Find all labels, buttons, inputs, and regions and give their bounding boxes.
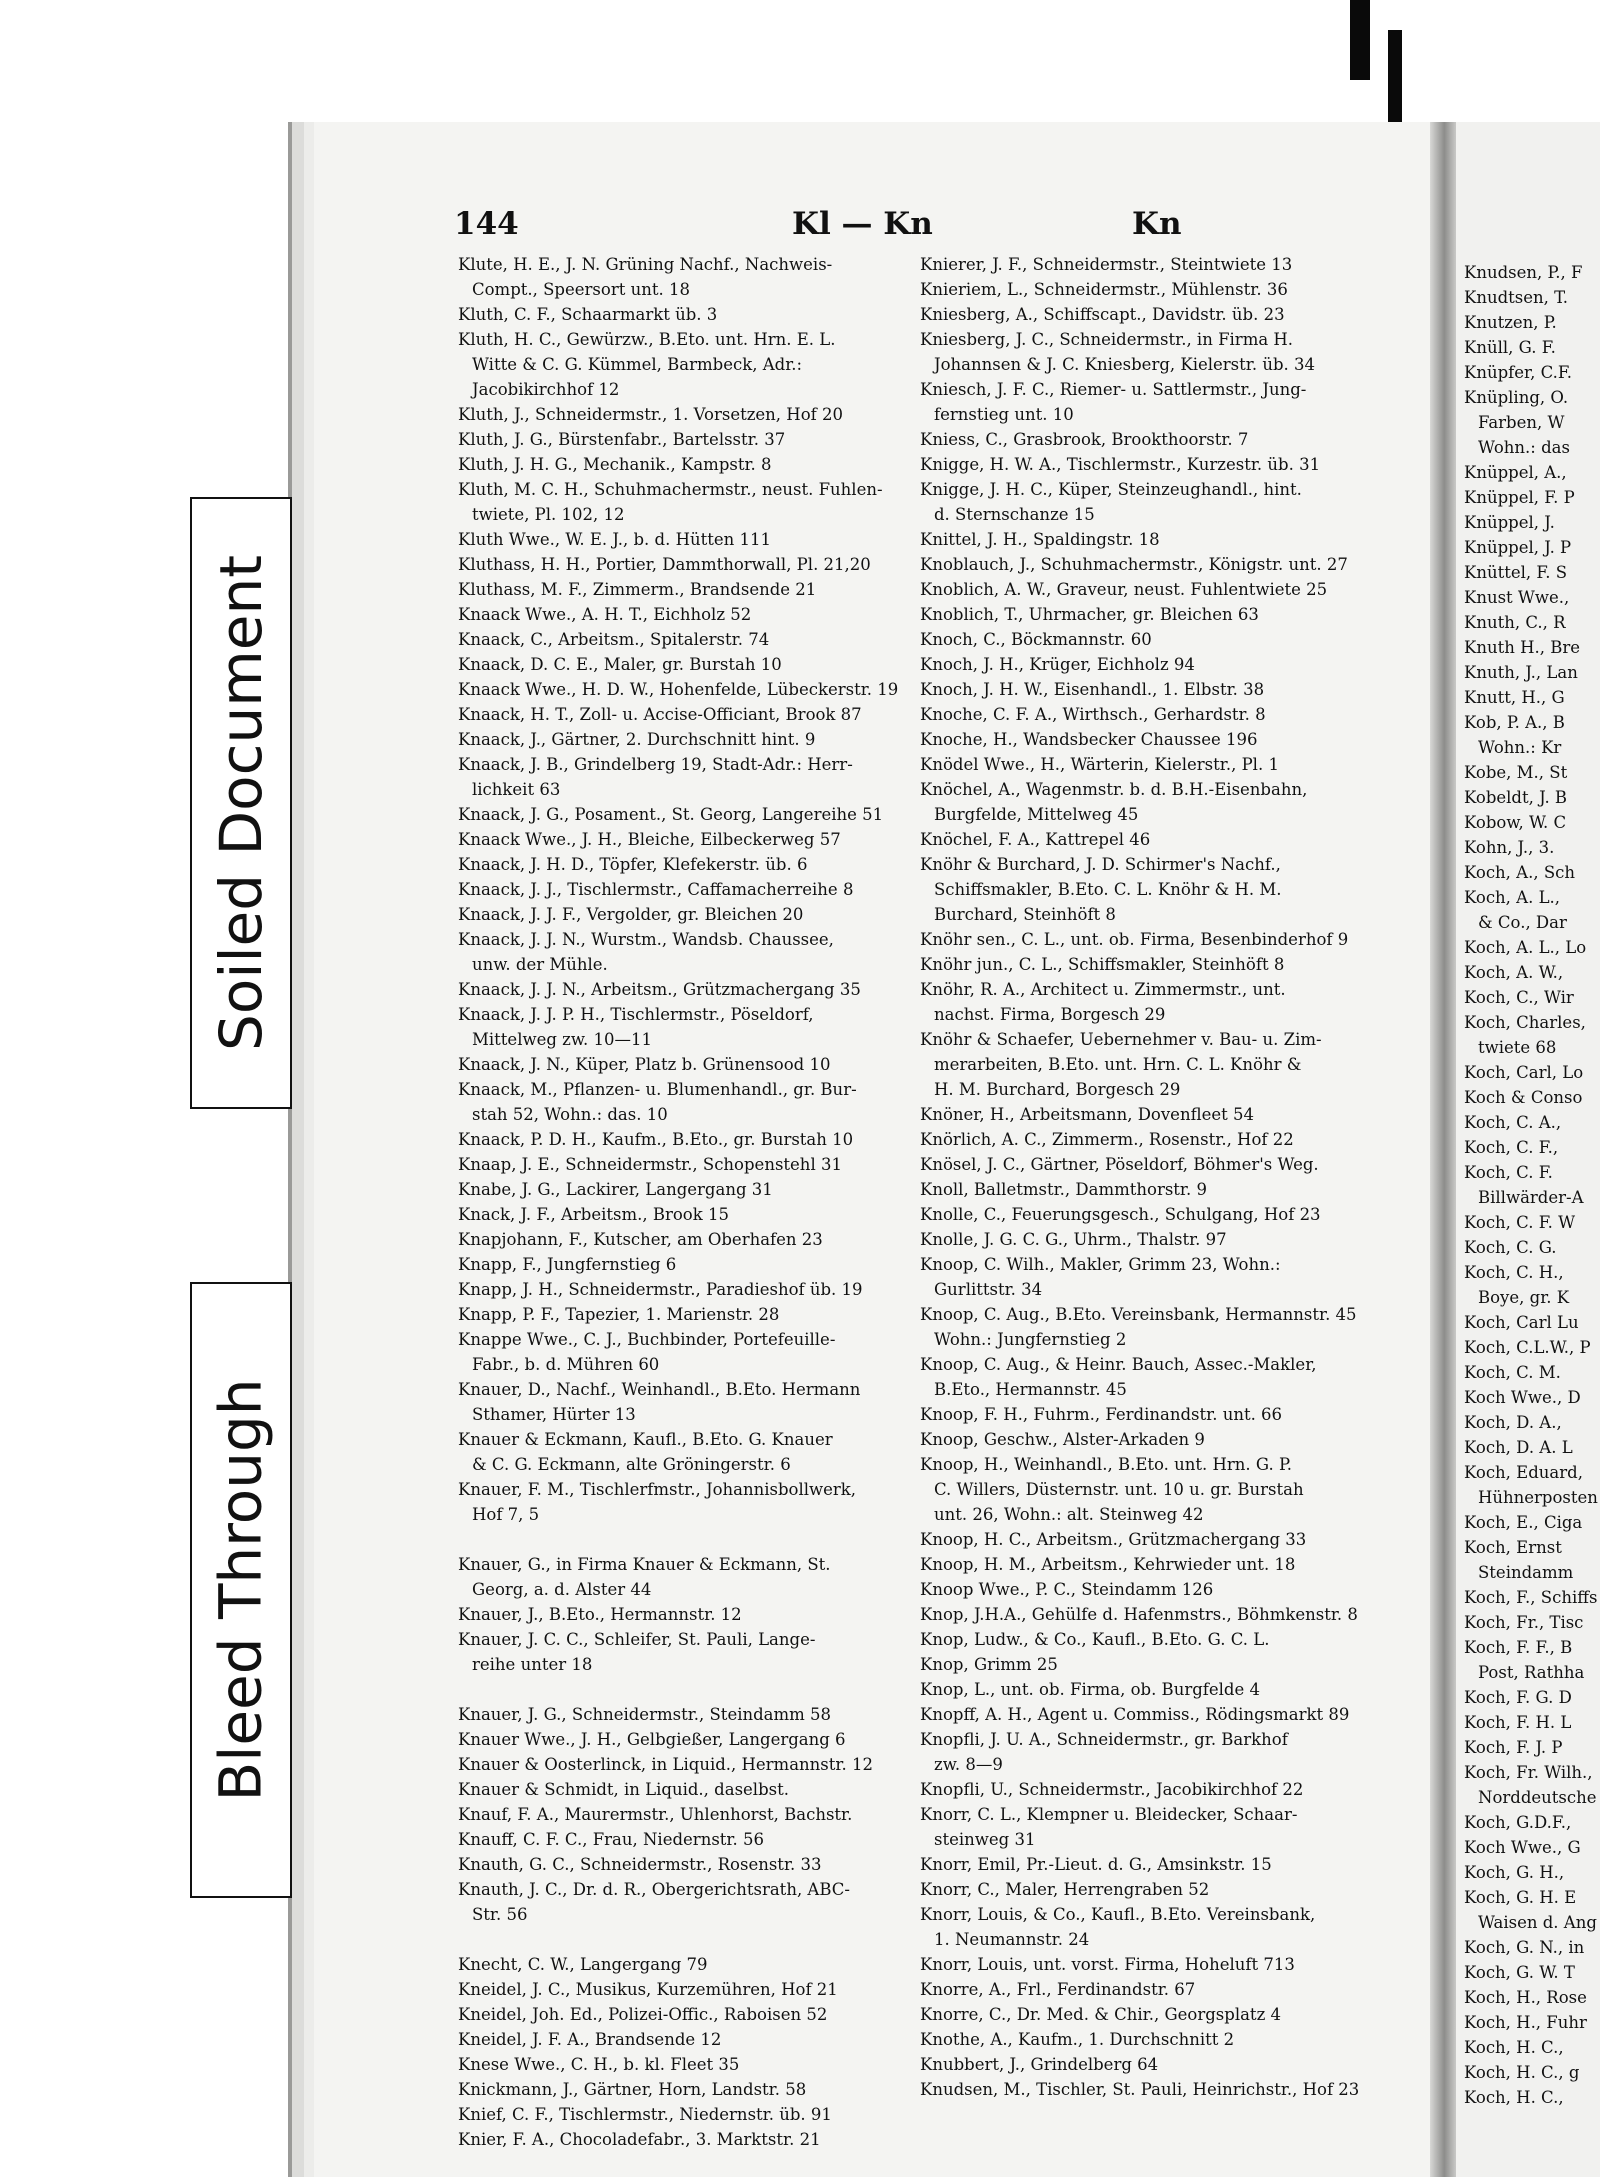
directory-line: Knauer & Oosterlinck, in Liquid., Hermannstr. 12 <box>458 1755 873 1774</box>
directory-line: unw. der Mühle. <box>472 955 608 974</box>
directory-line: Knaack Wwe., A. H. T., Eichholz 52 <box>458 605 752 624</box>
right-page <box>1456 122 1600 2177</box>
directory-line: Knauer & Eckmann, Kaufl., B.Eto. G. Knauer <box>458 1430 833 1449</box>
directory-line: Knudsen, M., Tischler, St. Pauli, Heinrichstr., Hof 23 <box>920 2080 1360 2099</box>
directory-line: twiete, Pl. 102, 12 <box>472 505 625 524</box>
directory-line: Knaack Wwe., J. H., Bleiche, Eilbeckerweg 57 <box>458 830 841 849</box>
directory-line: Koch, F., Schiffs <box>1464 1588 1598 1607</box>
directory-line: Knoop, H. C., Arbeitsm., Grützmachergang 33 <box>920 1530 1307 1549</box>
directory-line: Koch, D. A. L <box>1464 1438 1573 1457</box>
directory-line: stah 52, Wohn.: das. 10 <box>472 1105 668 1124</box>
directory-line: Knödel Wwe., H., Wärterin, Kielerstr., Pl. 1 <box>920 755 1279 774</box>
directory-line: Koch, Fr. Wilh., <box>1464 1763 1593 1782</box>
directory-line: Knubbert, J., Grindelberg 64 <box>920 2055 1159 2074</box>
directory-line: Koch, H. C., <box>1464 2088 1564 2107</box>
directory-line: Knaack, J. H. D., Töpfer, Klefekerstr. üb. 6 <box>458 855 808 874</box>
directory-line: Kobow, W. C <box>1464 813 1567 832</box>
directory-line: Koch, Carl, Lo <box>1464 1063 1584 1082</box>
directory-line: Knieriem, L., Schneidermstr., Mühlenstr. 36 <box>920 280 1288 299</box>
directory-line: reihe unter 18 <box>472 1655 593 1674</box>
directory-line: Knudsen, P., F <box>1464 263 1583 282</box>
directory-line: Knopfli, U., Schneidermstr., Jacobikirchhof 22 <box>920 1780 1304 1799</box>
directory-line: Farben, W <box>1478 413 1565 432</box>
directory-line: Kobeldt, J. B <box>1464 788 1568 807</box>
directory-line: Knoblauch, J., Schuhmachermstr., Königstr. unt. 27 <box>920 555 1348 574</box>
directory-line: Knief, C. F., Tischlermstr., Niedernstr. üb. 91 <box>458 2105 832 2124</box>
directory-line: Knaack, H. T., Zoll- u. Accise-Officiant, Brook 87 <box>458 705 862 724</box>
directory-line: merarbeiten, B.Eto. unt. Hrn. C. L. Knöhr & <box>934 1055 1302 1074</box>
directory-line: Knöhr & Burchard, J. D. Schirmer's Nachf., <box>920 855 1281 874</box>
directory-line: Knüppel, J. P <box>1464 538 1572 557</box>
directory-line: Kneidel, J. C., Musikus, Kurzemühren, Hof 21 <box>458 1980 838 1999</box>
directory-line: Knöhr & Schaefer, Uebernehmer v. Bau- u. Zim- <box>920 1030 1322 1049</box>
directory-line: Koch, A. L., <box>1464 888 1561 907</box>
directory-line: Kluth, J. H. G., Mechanik., Kampstr. 8 <box>458 455 772 474</box>
directory-line: Norddeutsche <box>1478 1788 1597 1807</box>
directory-line: Knoch, J. H., Krüger, Eichholz 94 <box>920 655 1195 674</box>
directory-line: Knauer, F. M., Tischlerfmstr., Johannisbollwerk, <box>458 1480 857 1499</box>
directory-line: Koch, Charles, <box>1464 1013 1586 1032</box>
directory-line: Knauth, J. C., Dr. d. R., Obergerichtsrath, ABC- <box>458 1880 850 1899</box>
directory-line: Koch, G. H. E <box>1464 1888 1577 1907</box>
directory-line: Kluth Wwe., W. E. J., b. d. Hütten 111 <box>458 530 771 549</box>
bleed-through-label-text: Bleed Through <box>207 1378 276 1802</box>
directory-line: Koch, E., Ciga <box>1464 1513 1583 1532</box>
directory-line: Koch, C. G. <box>1464 1238 1557 1257</box>
directory-line: Waisen d. Ang <box>1478 1913 1597 1932</box>
directory-line: Knierer, J. F., Schneidermstr., Steintwiete 13 <box>920 255 1293 274</box>
directory-line: steinweg 31 <box>934 1830 1036 1849</box>
directory-line: Knaack, J. J. F., Vergolder, gr. Bleichen 20 <box>458 905 804 924</box>
directory-column-right <box>1464 260 1600 2110</box>
directory-line: Knauff, C. F. C., Frau, Niedernstr. 56 <box>458 1830 764 1849</box>
directory-line: Wohn.: Jungfernstieg 2 <box>934 1330 1127 1349</box>
directory-line: Kluth, J., Schneidermstr., 1. Vorsetzen, Hof 20 <box>458 405 843 424</box>
directory-line: Knoop, Geschw., Alster-Arkaden 9 <box>920 1430 1205 1449</box>
directory-line: Georg, a. d. Alster 44 <box>472 1580 652 1599</box>
directory-line: Gurlittstr. 34 <box>934 1280 1043 1299</box>
directory-line: zw. 8—9 <box>934 1755 1003 1774</box>
soiled-document-label-text: Soiled Document <box>207 555 276 1051</box>
scan-edge-strip <box>1388 30 1402 122</box>
directory-line: Knese Wwe., C. H., b. kl. Fleet 35 <box>458 2055 740 2074</box>
directory-line: Knörlich, A. C., Zimmerm., Rosenstr., Hof 22 <box>920 1130 1294 1149</box>
directory-line: fernstieg unt. 10 <box>934 405 1074 424</box>
directory-line <box>458 1527 910 1552</box>
directory-line: Koch, H., Fuhr <box>1464 2013 1587 2032</box>
directory-line: Kohn, J., 3. <box>1464 838 1555 857</box>
directory-line: Knust Wwe., <box>1464 588 1570 607</box>
directory-line: Knüttel, F. S <box>1464 563 1568 582</box>
directory-line: Knapp, J. H., Schneidermstr., Paradieshof üb. 19 <box>458 1280 863 1299</box>
directory-line: d. Sternschanze 15 <box>934 505 1095 524</box>
directory-line: Koch, G. H., <box>1464 1863 1565 1882</box>
directory-line: Knudtsen, T. <box>1464 288 1568 307</box>
directory-line: Kluthass, M. F., Zimmerm., Brandsende 21 <box>458 580 817 599</box>
directory-line: lichkeit 63 <box>472 780 561 799</box>
directory-line: Knaap, J. E., Schneidermstr., Schopenstehl 31 <box>458 1155 842 1174</box>
directory-line: Kniesberg, A., Schiffscapt., Davidstr. üb. 23 <box>920 305 1285 324</box>
page-range: Kl — Kn <box>792 206 933 242</box>
directory-line: Koch & Conso <box>1464 1088 1583 1107</box>
directory-line: Knaack, D. C. E., Maler, gr. Burstah 10 <box>458 655 782 674</box>
directory-line: Knoop, C. Aug., & Heinr. Bauch, Assec.-Makler, <box>920 1355 1317 1374</box>
directory-line: Knorr, Louis, unt. vorst. Firma, Hoheluft 713 <box>920 1955 1295 1974</box>
directory-line: Koch, G. W. T <box>1464 1963 1575 1982</box>
directory-line: Knöhr, R. A., Architect u. Zimmermstr., unt. <box>920 980 1286 999</box>
directory-line: Knoop, H. M., Arbeitsm., Kehrwieder unt. 18 <box>920 1555 1296 1574</box>
directory-line: Knoche, C. F. A., Wirthsch., Gerhardstr. 8 <box>920 705 1266 724</box>
directory-line: Knaack, J. G., Posament., St. Georg, Langereihe 51 <box>458 805 884 824</box>
directory-line: Kluth, H. C., Gewürzw., B.Eto. unt. Hrn. E. L. <box>458 330 836 349</box>
directory-line: Wohn.: das <box>1478 438 1570 457</box>
directory-line: Koch, C. F. W <box>1464 1213 1576 1232</box>
directory-line: C. Willers, Düsternstr. unt. 10 u. gr. Burstah <box>934 1480 1304 1499</box>
directory-line: Knoche, H., Wandsbecker Chaussee 196 <box>920 730 1258 749</box>
directory-line: Knaack, J., Gärtner, 2. Durchschnitt hint. 9 <box>458 730 816 749</box>
directory-line: Knolle, C., Feuerungsgesch., Schulgang, Hof 23 <box>920 1205 1321 1224</box>
directory-line: H. M. Burchard, Borgesch 29 <box>934 1080 1181 1099</box>
directory-line: Schiffsmakler, B.Eto. C. L. Knöhr & H. M. <box>934 880 1282 899</box>
directory-line: Koch, Ernst <box>1464 1538 1562 1557</box>
directory-line: Koch, H. C., g <box>1464 2063 1580 2082</box>
directory-line: Knauf, F. A., Maurermstr., Uhlenhorst, Bachstr. <box>458 1805 853 1824</box>
bleed-through-label <box>190 1282 292 1898</box>
directory-line: Knauer, D., Nachf., Weinhandl., B.Eto. Hermann <box>458 1380 861 1399</box>
directory-line: Koch, A. W., <box>1464 963 1564 982</box>
directory-line: Koch, F. G. D <box>1464 1688 1572 1707</box>
directory-line: Billwärder-A <box>1478 1188 1584 1207</box>
book-gutter <box>1430 122 1456 2177</box>
directory-line: Knoblich, T., Uhrmacher, gr. Bleichen 63 <box>920 605 1259 624</box>
directory-line: Kluth, M. C. H., Schuhmachermstr., neust. Fuhlen- <box>458 480 883 499</box>
directory-line: Knaack, J. N., Küper, Platz b. Grünensood 10 <box>458 1055 831 1074</box>
directory-line: Knöhr jun., C. L., Schiffsmakler, Steinhöft 8 <box>920 955 1285 974</box>
directory-line: twiete 68 <box>1478 1038 1557 1057</box>
directory-line: Fabr., b. d. Mühren 60 <box>472 1355 660 1374</box>
directory-line: Knop, L., unt. ob. Firma, ob. Burgfelde 4 <box>920 1680 1260 1699</box>
directory-line: Knoop Wwe., P. C., Steindamm 126 <box>920 1580 1214 1599</box>
directory-line: Johannsen & J. C. Kniesberg, Kielerstr. üb. 34 <box>934 355 1316 374</box>
directory-column-middle <box>920 252 1420 2102</box>
directory-line: Knoch, C., Böckmannstr. 60 <box>920 630 1152 649</box>
directory-line: Koch, C. H., <box>1464 1263 1564 1282</box>
directory-line: Koch, Carl Lu <box>1464 1313 1579 1332</box>
directory-line: Knutt, H., G <box>1464 688 1565 707</box>
page-number: 144 <box>454 206 519 242</box>
directory-line: Knutzen, P. <box>1464 313 1557 332</box>
scan-edge-strip <box>1350 0 1370 80</box>
directory-line: Knüppel, F. P <box>1464 488 1575 507</box>
directory-line: Knorr, Emil, Pr.-Lieut. d. G., Amsinkstr. 15 <box>920 1855 1272 1874</box>
directory-line: Knoop, F. H., Fuhrm., Ferdinandstr. unt. 66 <box>920 1405 1283 1424</box>
directory-line: Knop, Ludw., & Co., Kaufl., B.Eto. G. C. L. <box>920 1630 1270 1649</box>
directory-line: Knoop, H., Weinhandl., B.Eto. unt. Hrn. G. P. <box>920 1455 1292 1474</box>
directory-line: Koch, F. J. P <box>1464 1738 1563 1757</box>
directory-line: Koch, Fr., Tisc <box>1464 1613 1584 1632</box>
directory-line <box>458 1677 910 1702</box>
directory-line: & Co., Dar <box>1478 913 1567 932</box>
directory-line <box>458 1927 910 1952</box>
directory-line: Knorr, Louis, & Co., Kaufl., B.Eto. Vereinsbank, <box>920 1905 1316 1924</box>
directory-line: Knöhr sen., C. L., unt. ob. Firma, Besenbinderhof 9 <box>920 930 1349 949</box>
directory-line: Knoop, C. Wilh., Makler, Grimm 23, Wohn.: <box>920 1255 1281 1274</box>
directory-line: Knorre, A., Frl., Ferdinandstr. 67 <box>920 1980 1196 1999</box>
book-scan <box>288 122 1600 2177</box>
directory-line: Knaack, J. B., Grindelberg 19, Stadt-Adr.: Herr- <box>458 755 853 774</box>
directory-line: Kneidel, J. F. A., Brandsende 12 <box>458 2030 722 2049</box>
directory-line: Koch, D. A., <box>1464 1413 1562 1432</box>
directory-line: Knauer, J. C. C., Schleifer, St. Pauli, Lange- <box>458 1630 816 1649</box>
directory-line: Knaack, C., Arbeitsm., Spitalerstr. 74 <box>458 630 770 649</box>
directory-line: Knuth H., Bre <box>1464 638 1580 657</box>
directory-line: Knauer & Schmidt, in Liquid., daselbst. <box>458 1780 789 1799</box>
directory-line: Hof 7, 5 <box>472 1505 540 1524</box>
directory-line: Knoll, Balletmstr., Dammthorstr. 9 <box>920 1180 1207 1199</box>
directory-line: Wohn.: Kr <box>1478 738 1562 757</box>
directory-line: Knaack Wwe., H. D. W., Hohenfelde, Lübeckerstr. 19 <box>458 680 899 699</box>
directory-line: Knop, Grimm 25 <box>920 1655 1058 1674</box>
directory-line: Knigge, J. H. C., Küper, Steinzeughandl., hint. <box>920 480 1302 499</box>
directory-line: Kniesberg, J. C., Schneidermstr., in Firma H. <box>920 330 1294 349</box>
directory-line: Witte & C. G. Kümmel, Barmbeck, Adr.: <box>472 355 803 374</box>
directory-line: Hühnerposten <box>1478 1488 1598 1507</box>
directory-line: Knöchel, F. A., Kattrepel 46 <box>920 830 1151 849</box>
directory-line: Kluth, J. G., Bürstenfabr., Bartelsstr. 37 <box>458 430 786 449</box>
directory-line: Knorr, C., Maler, Herrengraben 52 <box>920 1880 1210 1899</box>
directory-line: Knüppel, J. <box>1464 513 1555 532</box>
left-page <box>288 122 1434 2177</box>
directory-line: Knauer, J. G., Schneidermstr., Steindamm 58 <box>458 1705 832 1724</box>
directory-line: Knack, J. F., Arbeitsm., Brook 15 <box>458 1205 729 1224</box>
directory-line: Knuth, C., R <box>1464 613 1566 632</box>
directory-line: Knauth, G. C., Schneidermstr., Rosenstr. 33 <box>458 1855 822 1874</box>
directory-line: Knopff, A. H., Agent u. Commiss., Rödingsmarkt 89 <box>920 1705 1350 1724</box>
directory-line: Knauer Wwe., J. H., Gelbgießer, Langergang 6 <box>458 1730 846 1749</box>
directory-line: Kniess, C., Grasbrook, Brookthoorstr. 7 <box>920 430 1249 449</box>
directory-line: Koch, C. M. <box>1464 1363 1561 1382</box>
directory-line: Jacobikirchhof 12 <box>472 380 620 399</box>
directory-line: Kniesch, J. F. C., Riemer- u. Sattlermstr., Jung- <box>920 380 1307 399</box>
directory-line: Knüll, G. F. <box>1464 338 1556 357</box>
directory-line: Burchard, Steinhöft 8 <box>934 905 1116 924</box>
directory-line: Koch, H. C., <box>1464 2038 1564 2057</box>
directory-line: Knaack, J. J. N., Wurstm., Wandsb. Chaussee, <box>458 930 834 949</box>
directory-line: Knöchel, A., Wagenmstr. b. d. B.H.-Eisenbahn, <box>920 780 1308 799</box>
directory-line: Kobe, M., St <box>1464 763 1568 782</box>
directory-line: Knier, F. A., Chocoladefabr., 3. Marktstr. 21 <box>458 2130 821 2149</box>
directory-line: Knapp, F., Jungfernstieg 6 <box>458 1255 677 1274</box>
directory-line: Knoop, C. Aug., B.Eto. Vereinsbank, Hermannstr. 45 <box>920 1305 1357 1324</box>
directory-line: Koch, F. H. L <box>1464 1713 1572 1732</box>
directory-line: Knecht, C. W., Langergang 79 <box>458 1955 708 1974</box>
directory-line: Steindamm <box>1478 1563 1574 1582</box>
directory-line: Burgfelde, Mittelweg 45 <box>934 805 1139 824</box>
directory-line: Koch, G.D.F., <box>1464 1813 1572 1832</box>
directory-line: Compt., Speersort unt. 18 <box>472 280 690 299</box>
directory-line: Knittel, J. H., Spaldingstr. 18 <box>920 530 1160 549</box>
directory-line: Klute, H. E., J. N. Grüning Nachf., Nachweis- <box>458 255 833 274</box>
directory-line: Knaack, M., Pflanzen- u. Blumenhandl., gr. Bur- <box>458 1080 857 1099</box>
directory-line: Knauer, G., in Firma Knauer & Eckmann, St. <box>458 1555 831 1574</box>
directory-line: Kneidel, Joh. Ed., Polizei-Offic., Raboisen 52 <box>458 2005 828 2024</box>
directory-line: Koch, C., Wir <box>1464 988 1574 1007</box>
directory-line: Knoch, J. H. W., Eisenhandl., 1. Elbstr. 38 <box>920 680 1265 699</box>
page-header <box>292 206 1434 246</box>
directory-line: Knappe Wwe., C. J., Buchbinder, Portefeuille- <box>458 1330 836 1349</box>
directory-line: B.Eto., Hermannstr. 45 <box>934 1380 1127 1399</box>
directory-line: Knickmann, J., Gärtner, Horn, Landstr. 58 <box>458 2080 807 2099</box>
directory-line: Koch, A., Sch <box>1464 863 1575 882</box>
directory-line: Knaack, J. J. N., Arbeitsm., Grützmachergang 35 <box>458 980 861 999</box>
directory-line: Knop, J.H.A., Gehülfe d. Hafenmstrs., Böhmkenstr. 8 <box>920 1605 1358 1624</box>
column-head: Kn <box>1132 206 1182 242</box>
directory-line: Knoblich, A. W., Graveur, neust. Fuhlentwiete 25 <box>920 580 1328 599</box>
directory-line: Koch, G. N., in <box>1464 1938 1585 1957</box>
directory-line: Kluthass, H. H., Portier, Dammthorwall, Pl. 21,20 <box>458 555 871 574</box>
directory-line: Knopfli, J. U. A., Schneidermstr., gr. Barkhof <box>920 1730 1288 1749</box>
directory-line: Mittelweg zw. 10—11 <box>472 1030 653 1049</box>
directory-line: & C. G. Eckmann, alte Gröningerstr. 6 <box>472 1455 791 1474</box>
directory-line: Koch, C.L.W., P <box>1464 1338 1591 1357</box>
directory-line: 1. Neumannstr. 24 <box>934 1930 1090 1949</box>
directory-line: Knaack, P. D. H., Kaufm., B.Eto., gr. Burstah 10 <box>458 1130 854 1149</box>
directory-line: Knorr, C. L., Klempner u. Bleidecker, Schaar- <box>920 1805 1298 1824</box>
directory-line: Koch Wwe., D <box>1464 1388 1581 1407</box>
directory-line: Koch Wwe., G <box>1464 1838 1581 1857</box>
directory-line: Koch, C. F., <box>1464 1138 1559 1157</box>
directory-line: Knöner, H., Arbeitsmann, Dovenfleet 54 <box>920 1105 1254 1124</box>
directory-line: Knolle, J. G. C. G., Uhrm., Thalstr. 97 <box>920 1230 1227 1249</box>
directory-line: Koch, Eduard, <box>1464 1463 1583 1482</box>
directory-line: Knauer, J., B.Eto., Hermannstr. 12 <box>458 1605 742 1624</box>
directory-line: Knorre, C., Dr. Med. & Chir., Georgsplatz 4 <box>920 2005 1282 2024</box>
directory-line: Knösel, J. C., Gärtner, Pöseldorf, Böhmer's Weg. <box>920 1155 1319 1174</box>
directory-line: unt. 26, Wohn.: alt. Steinweg 42 <box>934 1505 1204 1524</box>
directory-line: Kob, P. A., B <box>1464 713 1565 732</box>
directory-line: Knigge, H. W. A., Tischlermstr., Kurzestr. üb. 31 <box>920 455 1321 474</box>
directory-line: Koch, C. A., <box>1464 1113 1562 1132</box>
directory-line: Koch, C. F. <box>1464 1163 1553 1182</box>
directory-line: Koch, F. F., B <box>1464 1638 1573 1657</box>
directory-line: Knaack, J. J. P. H., Tischlermstr., Pöseldorf, <box>458 1005 814 1024</box>
directory-line: Knabe, J. G., Lackirer, Langergang 31 <box>458 1180 773 1199</box>
directory-line: Knaack, J. J., Tischlermstr., Caffamacherreihe 8 <box>458 880 854 899</box>
directory-line: Knüpfer, C.F. <box>1464 363 1572 382</box>
directory-line: Post, Rathha <box>1478 1663 1585 1682</box>
soiled-document-label <box>190 497 292 1109</box>
directory-line: Boye, gr. K <box>1478 1288 1570 1307</box>
directory-line: Koch, H., Rose <box>1464 1988 1587 2007</box>
directory-line: Knüppel, A., <box>1464 463 1567 482</box>
directory-line: Sthamer, Hürter 13 <box>472 1405 636 1424</box>
directory-line: Knothe, A., Kaufm., 1. Durchschnitt 2 <box>920 2030 1235 2049</box>
directory-line: Knuth, J., Lan <box>1464 663 1578 682</box>
directory-column-left <box>458 252 910 2152</box>
directory-line: Str. 56 <box>472 1905 528 1924</box>
directory-line: Knapjohann, F., Kutscher, am Oberhafen 23 <box>458 1230 823 1249</box>
directory-line: Kluth, C. F., Schaarmarkt üb. 3 <box>458 305 718 324</box>
directory-line: Koch, A. L., Lo <box>1464 938 1587 957</box>
directory-line: Knüpling, O. <box>1464 388 1569 407</box>
directory-line: nachst. Firma, Borgesch 29 <box>934 1005 1166 1024</box>
directory-line: Knapp, P. F., Tapezier, 1. Marienstr. 28 <box>458 1305 780 1324</box>
